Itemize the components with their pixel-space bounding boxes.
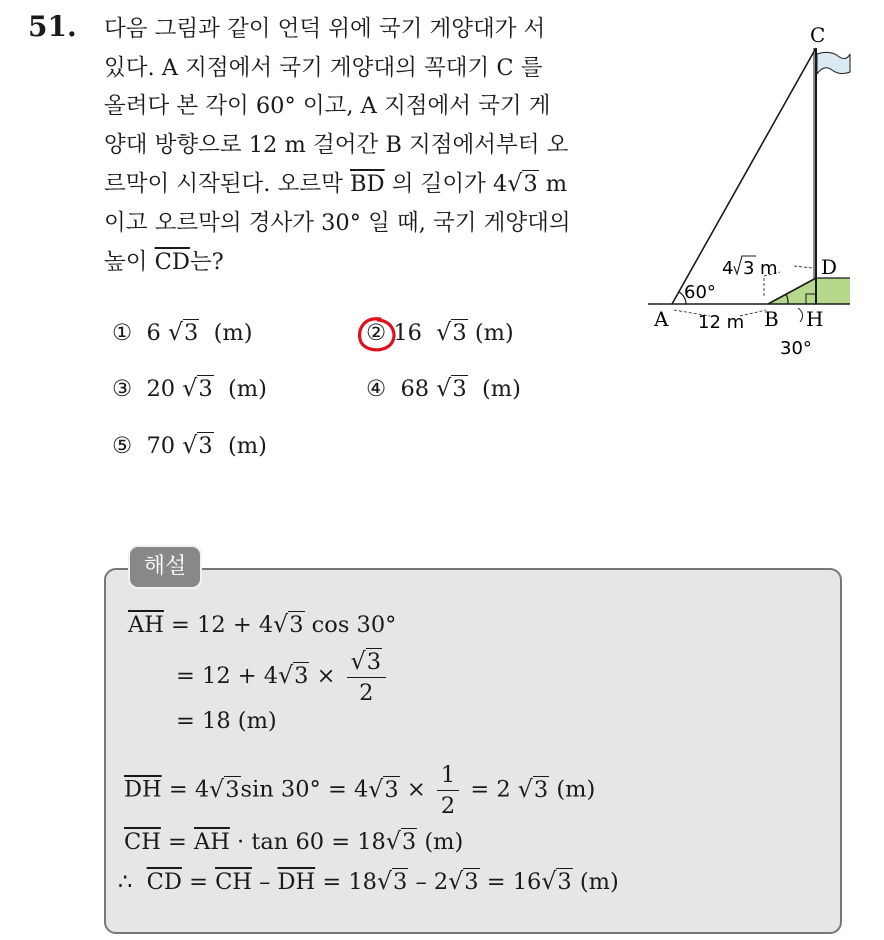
label-bd-length [722, 256, 778, 279]
question-line: 올려다 본 각이 60° 이고, A 지점에서 국기 게 [104, 93, 551, 120]
text: 르막이 시작된다. 오르막 [104, 171, 350, 198]
question-line: 이고 오르막의 경사가 30° 일 때, 국기 게양대의 [104, 209, 571, 236]
question-line: 다음 그림과 같이 언덕 위에 국기 게양대가 서 [104, 16, 546, 42]
question-line [104, 164, 624, 204]
option-4[interactable]: ④ 68 √3 (m) [366, 374, 521, 402]
question-number: 51. [28, 10, 77, 43]
question-line [104, 243, 624, 282]
eq-ah-3: = 18 (m) [176, 708, 277, 734]
option-3[interactable]: ③ 20 √3 (m) [112, 374, 267, 402]
solution-tag: 해설 [128, 545, 202, 589]
eq-ch: $\overline{CH} = \overline{AH} \cdot \tan 60 = 18√3$ (m) [124, 827, 464, 855]
svg-text:4: 4 [722, 258, 734, 279]
eq-dh: $\overline{DH} = 4√3\sin$ 30° = 4√3 × $\frac{1}{2}$ = 2 √3 (m) [124, 762, 596, 819]
text: 높이 [104, 248, 155, 275]
text: 의 길이가 4 [384, 171, 508, 198]
text: 는? [189, 248, 224, 275]
label-ab-length: 12 m [698, 312, 745, 333]
label-c: C [810, 23, 826, 47]
option-1[interactable]: ① 6 √3 (m) [112, 318, 253, 346]
label-b: B [764, 307, 779, 331]
segment-bd: $\overline{BD}$ [349, 171, 385, 198]
sqrt: √3 [507, 169, 538, 198]
label-d: D [821, 255, 838, 279]
text: m [538, 171, 568, 198]
option-2[interactable]: ② 16 √3 (m) [366, 318, 514, 346]
svg-text:3: 3 [743, 258, 755, 279]
question-line: 있다. A 지점에서 국기 게양대의 꼭대기 C 를 [104, 54, 543, 81]
flag-icon [817, 52, 850, 74]
label-angle-b: 30° [780, 338, 812, 359]
answer-circle-mark [356, 315, 398, 355]
question-text [104, 10, 624, 281]
angle-pointer [798, 308, 803, 322]
label-a: A [654, 307, 669, 331]
label-angle-a: 60° [684, 282, 716, 303]
label-h: H [806, 307, 824, 331]
svg-text:m: m [760, 258, 778, 279]
eq-cd: ∴ $\overline{CD} = \overline{CH} - \overline{DH} = 18√3 - 2√3 = 16√3$ (m) [118, 867, 619, 895]
question-line: 양대 방향으로 12 m 걸어간 B 지점에서부터 오 [104, 131, 569, 158]
flagpole-figure [640, 18, 880, 368]
eq-ah: $\overline{AH} = 12 + 4√3$ cos 30° [128, 610, 397, 638]
segment-cd: $\overline{CD}$ [154, 248, 190, 275]
option-5[interactable]: ⑤ 70 √3 (m) [112, 431, 267, 459]
eq-ah-2: = 12 + 4√3 × $\frac{√3}{2}$ [176, 646, 390, 708]
